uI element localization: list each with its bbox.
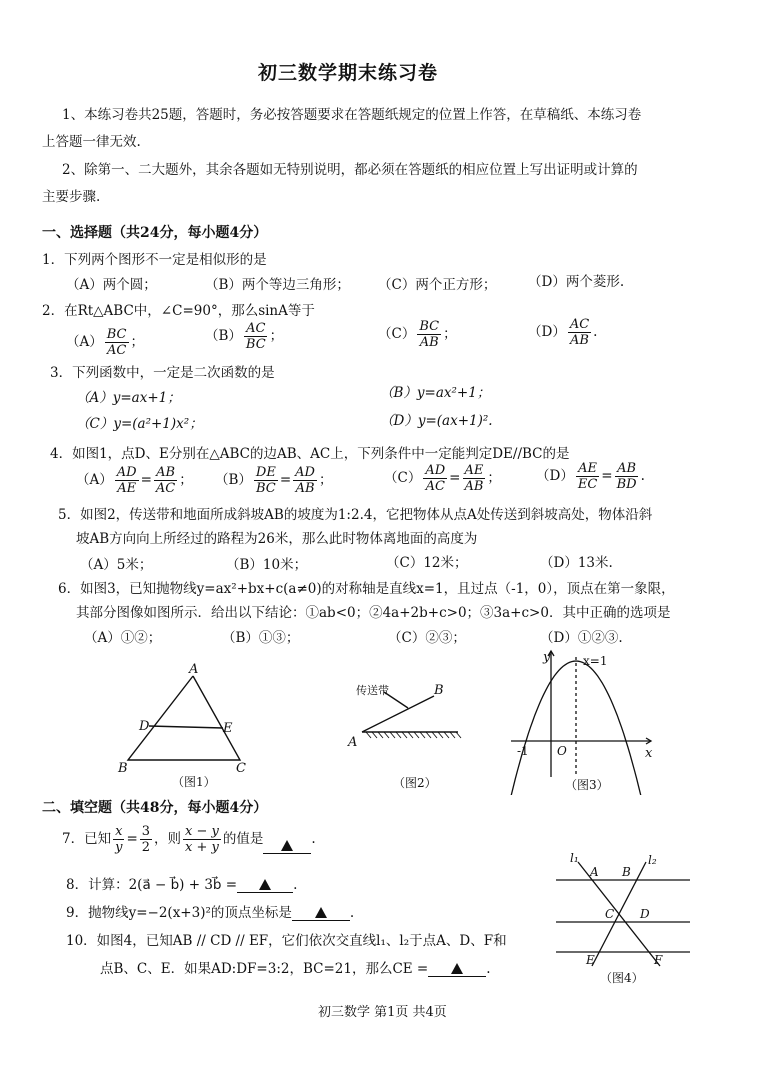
ground-hatch <box>366 732 371 738</box>
q2-option-b: （B） $\frac{AC}{BC}$ ； <box>205 321 284 352</box>
label-axis-x1: x=1 <box>583 654 608 668</box>
ground-hatch <box>456 732 461 738</box>
ground-hatch <box>396 732 401 738</box>
q5-stem-2: 坡AB方向向上所经过的路程为26米，那么此时物体离地面的高度为 <box>76 531 478 547</box>
ground-hatch <box>450 732 455 738</box>
section-heading-fill: 二、填空题（共48分，每小题4分） <box>42 800 268 816</box>
note-line-4: 主要步骤. <box>42 189 101 205</box>
q1-option-b: （B）两个等边三角形； <box>205 277 350 293</box>
q6-option-d: （D）①②③. <box>540 630 623 646</box>
q3-option-a: （A）y=ax+1； <box>76 390 181 406</box>
q7-answer-blank[interactable] <box>263 837 311 854</box>
figure-4-parallels <box>550 850 695 990</box>
triangle-icon <box>281 840 293 851</box>
label-l1: l₁ <box>570 851 579 865</box>
section-heading-choice: 一、选择题（共24分，每小题4分） <box>42 225 268 241</box>
q10-line-1: 10．如图4，已知AB // CD // EF，它们依次交直线l₁、l₂于点A、D、F和 <box>66 933 507 949</box>
triangle-icon <box>451 963 463 974</box>
label-b: B <box>434 683 444 698</box>
figure-3-caption: （图3） <box>565 778 609 792</box>
ground-hatch <box>390 732 395 738</box>
ground-hatch <box>438 732 443 738</box>
figure-3-parabola <box>505 645 660 795</box>
q1-stem: 1．下列两个图形不一定是相似形的是 <box>42 252 267 268</box>
page-title: 初三数学期末练习卷 <box>258 62 439 84</box>
q8-line: 8．计算：2(a⃗ − b⃗) + 3b⃗ = . <box>66 877 298 893</box>
figure-4-caption: （图4） <box>600 971 644 985</box>
q4-option-d: （D） $\frac{AE}{EC}$ = $\frac{AB}{BD}$ . <box>536 461 645 492</box>
label-a: A <box>590 865 599 879</box>
label-x: x <box>645 746 653 761</box>
ground-hatch <box>426 732 431 738</box>
ground-hatch <box>378 732 383 738</box>
figure-1-triangle <box>110 660 260 790</box>
ground-hatch <box>420 732 425 738</box>
q8-answer-blank[interactable] <box>237 876 293 893</box>
q9-line: 9．抛物线y=−2(x+3)²的顶点坐标是 . <box>66 905 355 921</box>
note-line-3: 2、除第一、二大题外，其余各题如无特别说明，都必须在答题纸的相应位置上写出证明或计算的 <box>62 162 638 178</box>
label-a: A <box>348 735 358 750</box>
q5-option-b: （B）10米； <box>226 557 308 573</box>
page-footer: 初三数学 第1页 共4页 <box>318 1005 447 1020</box>
figure-2-conveyor <box>338 672 468 792</box>
note-line-1: 1、本练习卷共25题，答题时，务必按答题要求在答题纸规定的位置上作答，在草稿纸、本练习卷 <box>62 107 642 123</box>
q2-option-d: （D） $\frac{AC}{AB}$ . <box>528 317 598 348</box>
q5-option-c: （C）12米； <box>386 555 468 571</box>
q4-stem: 4．如图1，点D、E分别在△ABC的边AB、AC上，下列条件中一定能判定DE//BC的是 <box>50 446 570 462</box>
ground-hatch <box>384 732 389 738</box>
belt-label: 传送带 <box>356 684 389 697</box>
q2-option-a: （A） $\frac{BC}{AC}$ ； <box>66 327 144 358</box>
q5-option-d: （D）13米. <box>540 555 613 571</box>
label-d: D <box>640 907 650 921</box>
figure-2-caption: （图2） <box>393 776 437 790</box>
label-a: A <box>189 662 199 677</box>
q6-stem-1: 6．如图3，已知抛物线y=ax²+bx+c(a≠0)的对称轴是直线x=1，且过点（-1，0），顶点在第一象限， <box>58 581 675 597</box>
q3-option-d: （D）y=(ax+1)². <box>380 413 493 429</box>
q6-stem-2: 其部分图像如图所示．给出以下结论：①ab<0；②4a+2b+c>0；③3a+c>0．其中正确的选项是 <box>76 605 671 621</box>
ground-hatch <box>408 732 413 738</box>
q6-option-c: （C）②③； <box>388 630 466 646</box>
ground-hatch <box>444 732 449 738</box>
triangle-icon <box>259 879 271 890</box>
ground-hatch <box>372 732 377 738</box>
q3-option-b: （B）y=ax²+1； <box>380 385 491 401</box>
note-line-2: 上答题一律无效. <box>42 134 141 150</box>
q10-answer-blank[interactable] <box>428 960 486 977</box>
figure-1-caption: （图1） <box>172 775 216 789</box>
label-l2: l₂ <box>648 853 657 867</box>
ground-hatch <box>414 732 419 738</box>
q5-stem-1: 5．如图2，传送带和地面所成斜坡AB的坡度为1:2.4，它把物体从点A处传送到斜坡高处，物体沿斜 <box>58 507 653 523</box>
ground-hatch <box>402 732 407 738</box>
q4-option-b: （B） $\frac{DE}{BC}$ = $\frac{AD}{AB}$ ； <box>215 465 333 496</box>
triangle-abc <box>128 676 240 760</box>
q1-option-c: （C）两个正方形； <box>378 277 497 293</box>
label-f: F <box>654 953 663 967</box>
q7-line: 7．已知 $\frac{x}{y}$ = $\frac{3}{2}$ ，则 $\frac{x - y}{x + y}$ 的值是 . <box>62 824 316 855</box>
q3-option-c: （C）y=(a²+1)x²； <box>76 416 203 432</box>
label-d: D <box>139 719 150 734</box>
q1-option-a: （A）两个圆； <box>66 277 157 293</box>
label-y: y <box>543 650 551 665</box>
q2-stem: 2．在Rt△ABC中，∠C=90°，那么sinA等于 <box>42 303 315 319</box>
label-e: E <box>223 721 233 736</box>
triangle-icon <box>315 907 327 918</box>
label-e: E <box>586 953 595 967</box>
label-c: C <box>605 907 615 921</box>
q10-line-2: 点B、C、E．如果AD:DF=3:2，BC=21，那么CE = . <box>100 961 491 977</box>
label-b: B <box>118 761 128 776</box>
q4-option-a: （A） $\frac{AD}{AE}$ = $\frac{AB}{AC}$ ； <box>76 465 193 496</box>
label-c: C <box>236 761 246 776</box>
label-origin: O <box>557 744 567 758</box>
segment-de <box>149 726 223 728</box>
q5-option-a: （A）5米； <box>80 557 153 573</box>
ground-hatch <box>432 732 437 738</box>
q4-option-c: （C） $\frac{AD}{AC}$ = $\frac{AE}{AB}$ ； <box>384 463 501 494</box>
q9-answer-blank[interactable] <box>292 904 350 921</box>
q6-option-b: （B）①③； <box>222 630 300 646</box>
label-b: B <box>622 865 631 879</box>
label-minus-one: -1 <box>517 744 529 758</box>
q2-option-c: （C） $\frac{BC}{AB}$ ； <box>378 319 457 350</box>
q3-stem: 3．下列函数中，一定是二次函数的是 <box>50 365 275 381</box>
line-l2 <box>592 862 646 966</box>
q1-option-d: （D）两个菱形. <box>528 274 625 290</box>
q6-option-a: （A）①②； <box>84 630 162 646</box>
